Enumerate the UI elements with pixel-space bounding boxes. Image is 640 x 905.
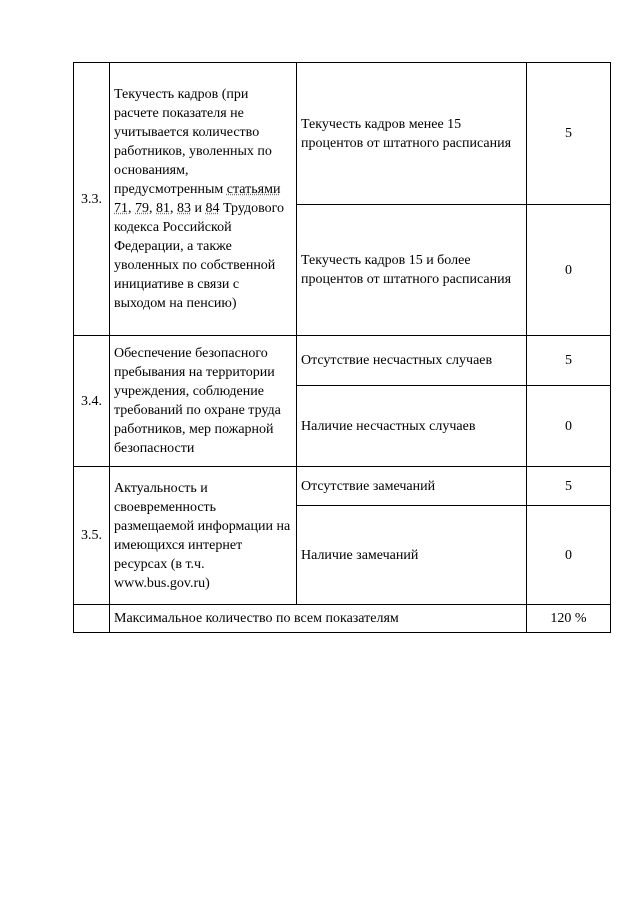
indicator-cell: Обеспечение безопасного пребывания на территории учреждения, соблюдение требований по охране труда работников, мер пожарной безопасности [110, 336, 297, 467]
condition-cell: Отсутствие несчастных случаев [297, 336, 527, 386]
score-cell: 0 [527, 205, 611, 336]
law-link-articles[interactable]: статьями [226, 182, 281, 197]
indicator-cell: Актуальность и своевременность размещаемой информации на имеющихся интернет ресурсах (в т.ч. www.bus.gov.ru) [110, 467, 297, 605]
condition-cell: Текучесть кадров менее 15 процентов от штатного расписания [297, 63, 527, 205]
row-number: 3.4. [74, 336, 110, 467]
score-cell: 0 [527, 386, 611, 467]
law-link-article-81[interactable]: 81 [156, 201, 170, 216]
indicator-cell [110, 63, 297, 336]
criteria-table [73, 62, 611, 633]
total-value: 120 % [527, 605, 611, 633]
table-row [74, 467, 611, 506]
law-link-article-83[interactable]: 83 [177, 201, 191, 216]
condition-cell: Наличие несчастных случаев [297, 386, 527, 467]
indicator-text-continued: Трудового кодекса Российской Федерации, а также уволенных по собственной инициативе в связи с выходом на пенсию) [114, 201, 284, 311]
score-cell: 5 [527, 63, 611, 205]
condition-cell: Отсутствие замечаний [297, 467, 527, 506]
row-number: 3.3. [74, 63, 110, 336]
law-link-article-84[interactable]: 84 [205, 201, 220, 216]
condition-cell: Наличие замечаний [297, 506, 527, 605]
score-cell: 5 [527, 336, 611, 386]
table-row [74, 336, 611, 386]
indicator-text: Текучесть кадров (при расчете показателя не учитывается количество работников, уволенных по основаниям, предусмотренным [114, 87, 272, 197]
total-label: Максимальное количество по всем показателям [110, 605, 527, 633]
link-separator: , [149, 201, 156, 216]
law-link-article-71[interactable]: 71 [114, 201, 128, 216]
link-separator: , [170, 201, 177, 216]
row-number: 3.5. [74, 467, 110, 605]
score-cell: 5 [527, 467, 611, 506]
score-cell: 0 [527, 506, 611, 605]
condition-cell: Текучесть кадров 15 и более процентов от штатного расписания [297, 205, 527, 336]
total-number-cell [74, 605, 110, 633]
total-row [74, 605, 611, 633]
link-separator: и [191, 201, 206, 216]
law-link-article-79[interactable]: 79 [135, 201, 149, 216]
table-row [74, 63, 611, 205]
link-separator: , [128, 201, 135, 216]
